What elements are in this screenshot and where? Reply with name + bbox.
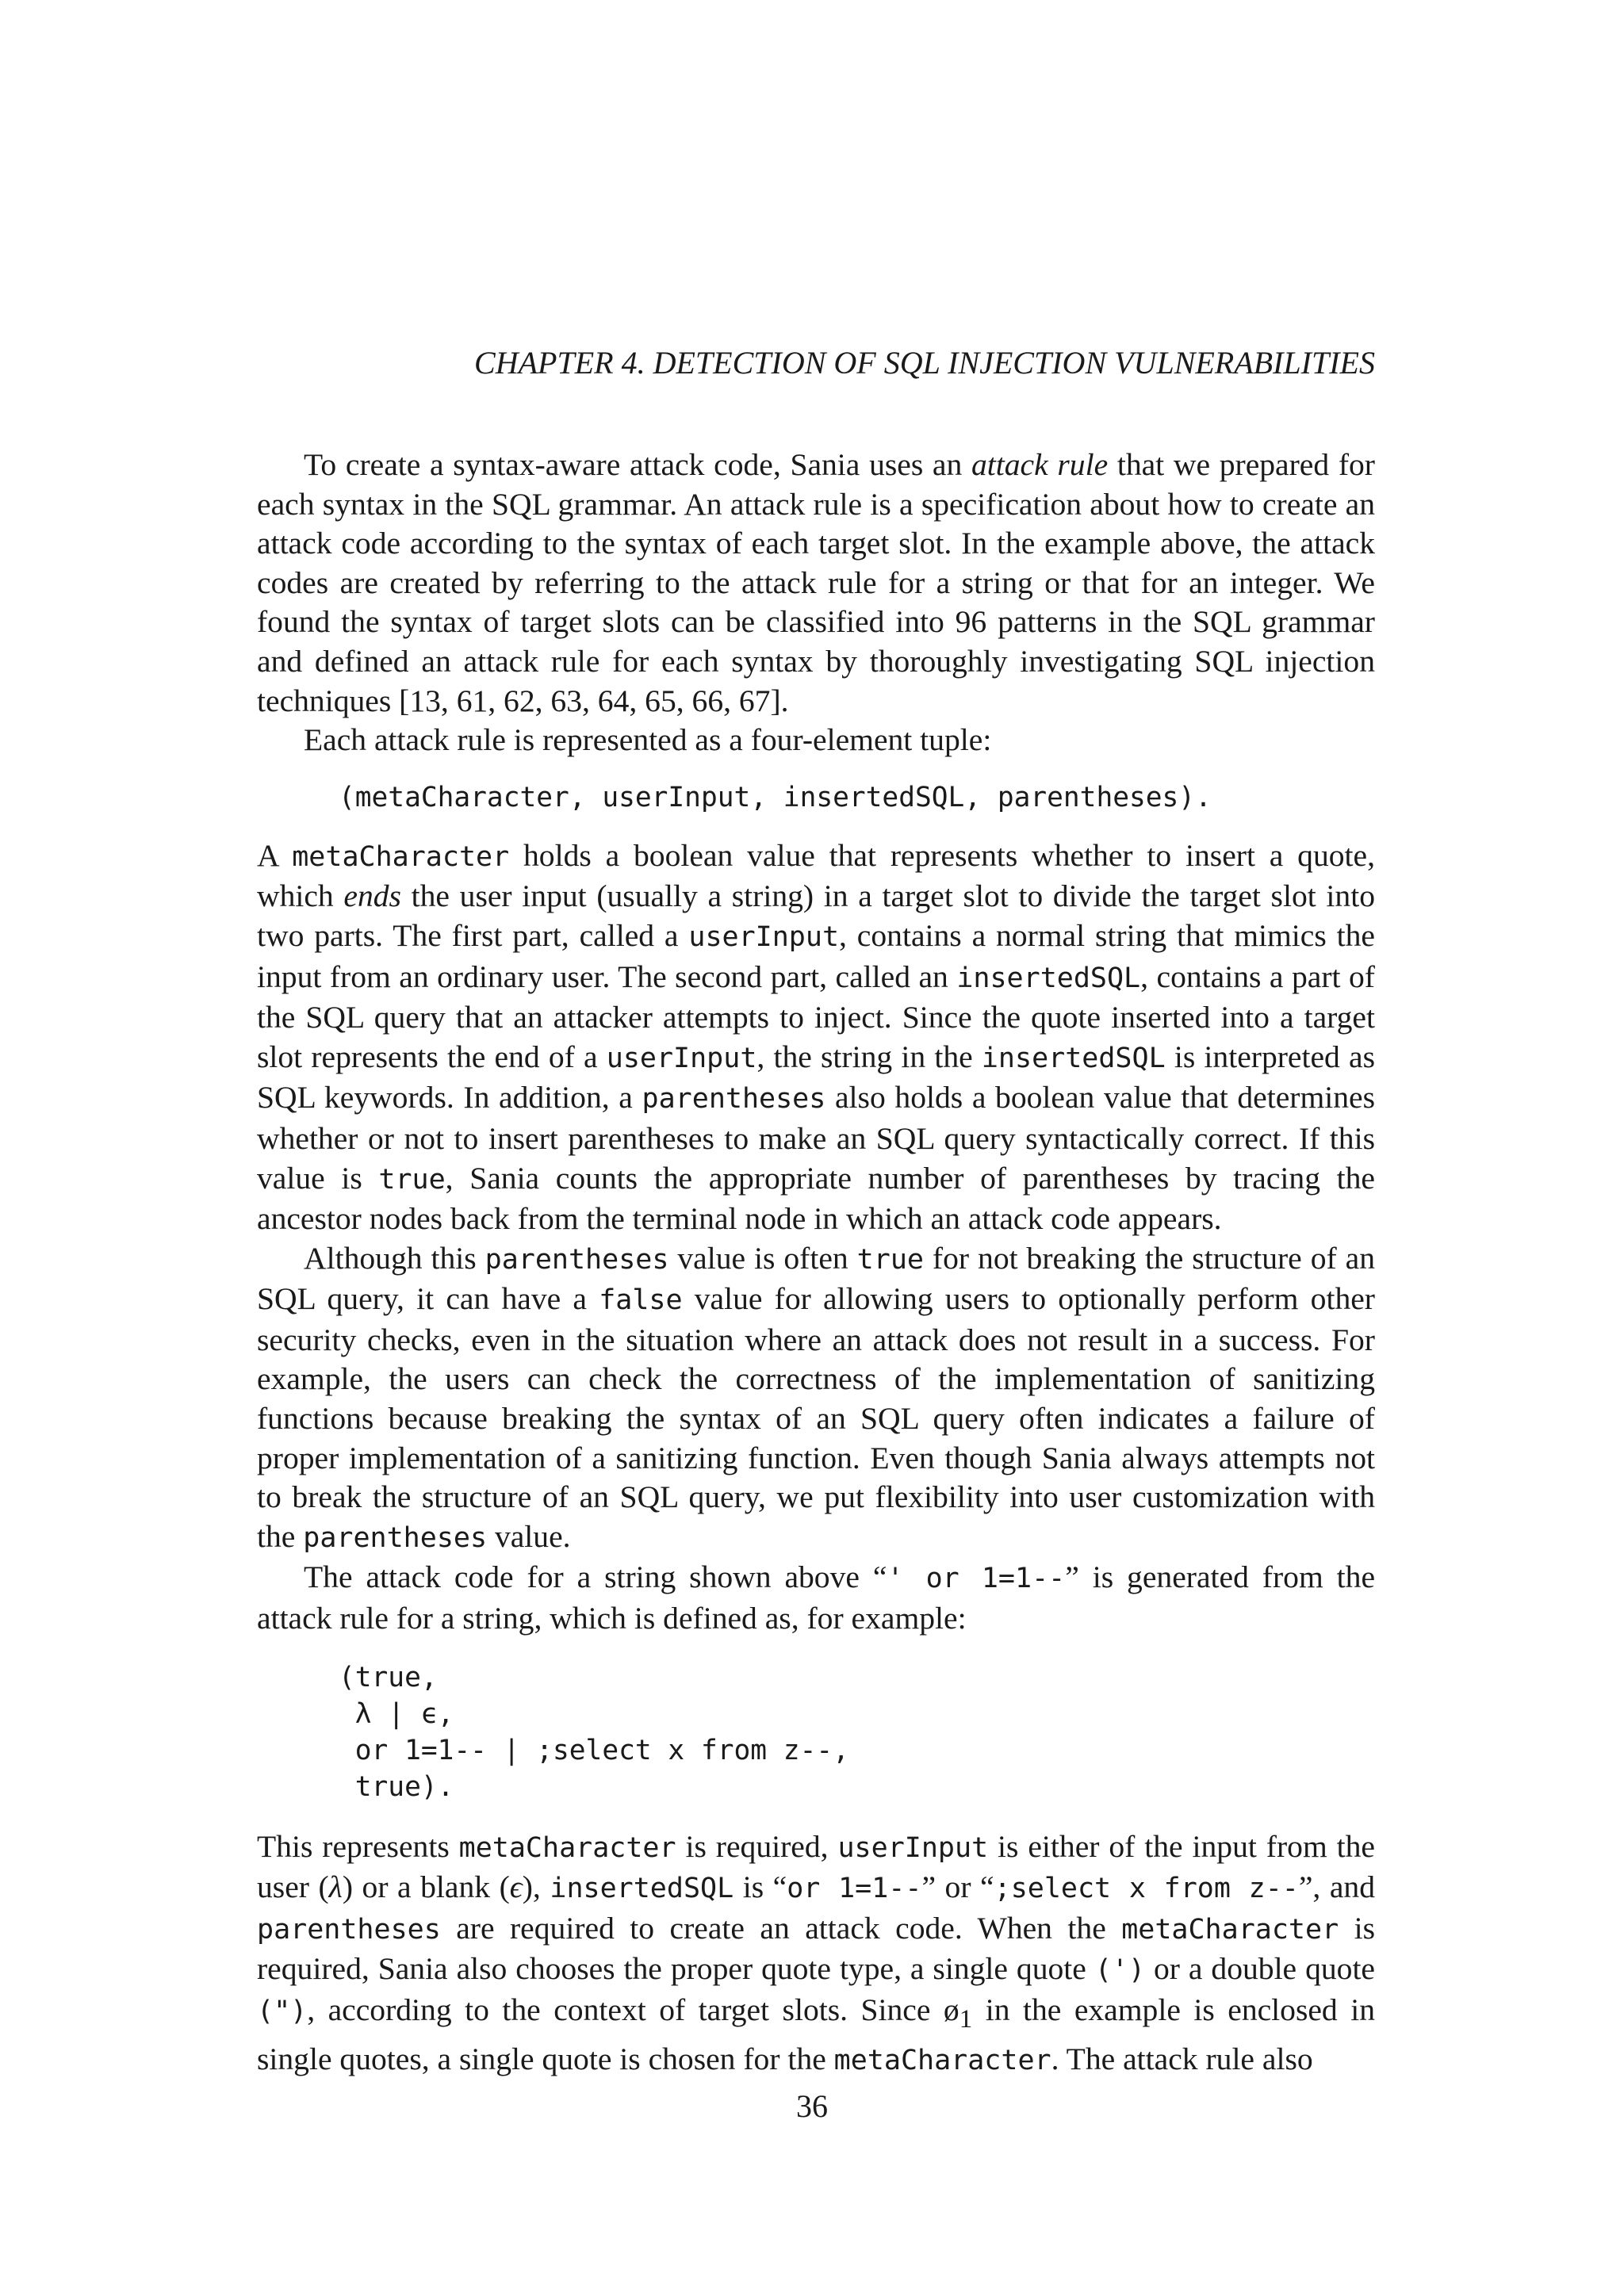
code-line: λ | ϵ, <box>339 1697 454 1730</box>
code-line: true). <box>339 1770 454 1803</box>
code-inline: metaCharacter <box>833 2044 1051 2076</box>
math-epsilon: ϵ <box>509 1869 523 1905</box>
code-inline: parentheses <box>257 1913 441 1946</box>
code-attack-rule <box>257 1659 1375 1805</box>
paragraph-rule-explanation: This represents metaCharacter is required, userInput is either of the input from the user (λ) or a blank (ϵ), insertedSQL is “or 1=1--” or “;select x from z--”, and parentheses are required to create an attack code. When the metaCharacter is required, Sania also chooses the proper quote type, a single quote (') or a double quote ("), according to the context of target slots. Since $ø_1$ in the example is enclosed in single quotes, a single quote is chosen for the metaCharacter. The attack rule also <box>257 1828 1376 2076</box>
code-inline: userInput <box>837 1831 989 1864</box>
code-inline: userInput <box>688 920 840 953</box>
code-inline: insertedSQL <box>956 962 1141 994</box>
code-inline: parentheses <box>303 1521 488 1554</box>
code-inline: (") <box>257 1996 308 2027</box>
code-inline: parentheses <box>485 1243 669 1276</box>
code-inline: metaCharacter <box>1121 1913 1339 1946</box>
paragraph-attack-rule-intro: To create a syntax-aware attack code, Sania uses an attack rule that we prepared for each syntax in the SQL grammar. An attack rule is a specification about how to create an attack code according to the syntax of each target slot. In the example above, the attack codes are created by referring to the attack rule for a string or that for an integer. We found the syntax of target slots can be classified into 96 patterns in the SQL grammar and defined an attack rule for each syntax by thoroughly investigating SQL injection techniques [13, 61, 62, 63, 64, 65, 66, 67]. <box>257 447 1375 718</box>
code-inline: ;select x from z-- <box>994 1873 1299 1905</box>
code-inline: or 1=1-- <box>787 1873 922 1905</box>
code-inline: insertedSQL <box>981 1042 1166 1074</box>
page-number: 36 <box>796 2088 828 2124</box>
main-text <box>257 446 1375 2080</box>
code-inline: metaCharacter <box>458 1831 676 1864</box>
code-line: or 1=1-- | ;select x from z--, <box>339 1734 849 1766</box>
code-tuple: (metaCharacter, userInput, insertedSQL, parentheses). <box>339 781 1212 813</box>
paragraph-string-attack: The attack code for a string shown above “' or 1=1--” is generated from the attack rule for a string, which is defined as, for example: <box>257 1559 1376 1636</box>
code-inline: insertedSQL <box>550 1873 734 1905</box>
running-header: CHAPTER 4. DETECTION OF SQL INJECTION VULNERABILITIES <box>474 345 1375 381</box>
paragraph-tuple-elements: A metaCharacter holds a boolean value that represents whether to insert a quote, which ends the user input (usually a string) in a target slot to divide the target slot into two parts. The first part, called a userInput, contains a normal string that mimics the input from an ordinary user. The second part, called an insertedSQL, contains a part of the SQL query that an attacker attempts to inject. Since the quote inserted into a target slot represents the end of a userInput, the string in the insertedSQL is interpreted as SQL keywords. In addition, a parentheses also holds a boolean value that determines whether or not to insert parentheses to make an SQL query syntactically correct. If this value is true, Sania counts the appropriate number of parentheses by tracing the ancestor nodes back from the terminal node in which an attack code appears. <box>257 837 1376 1237</box>
code-inline: ' or 1=1-- <box>887 1563 1066 1595</box>
paragraph-parentheses: Although this parentheses value is often true for not breaking the structure of an SQL query, it can have a false value for allowing users to optionally perform other security checks, even in the situation where an attack does not result in a success. For example, the users can check the correctness of the implementation of sanitizing functions because breaking the syntax of an SQL query often indicates a failure of proper implementation of a sanitizing function. Even though Sania always attempts not to break the structure of an SQL query, we put flexibility into user customization with the parentheses value. <box>257 1240 1375 1554</box>
code-inline: true <box>378 1163 446 1196</box>
code-inline: userInput <box>606 1042 757 1074</box>
emphasis-attack-rule: attack rule <box>971 447 1109 482</box>
code-inline: parentheses <box>642 1083 826 1115</box>
emphasis-ends: ends <box>343 878 401 914</box>
code-line: (true, <box>339 1661 438 1693</box>
code-inline: false <box>599 1284 683 1317</box>
paragraph-tuple-intro: Each attack rule is represented as a four-element tuple: <box>304 722 992 758</box>
subscript: 1 <box>959 2004 973 2034</box>
math-lambda: λ <box>328 1869 343 1905</box>
code-inline: metaCharacter <box>292 840 510 873</box>
code-inline: true <box>856 1243 924 1276</box>
code-inline: (') <box>1094 1954 1146 1987</box>
